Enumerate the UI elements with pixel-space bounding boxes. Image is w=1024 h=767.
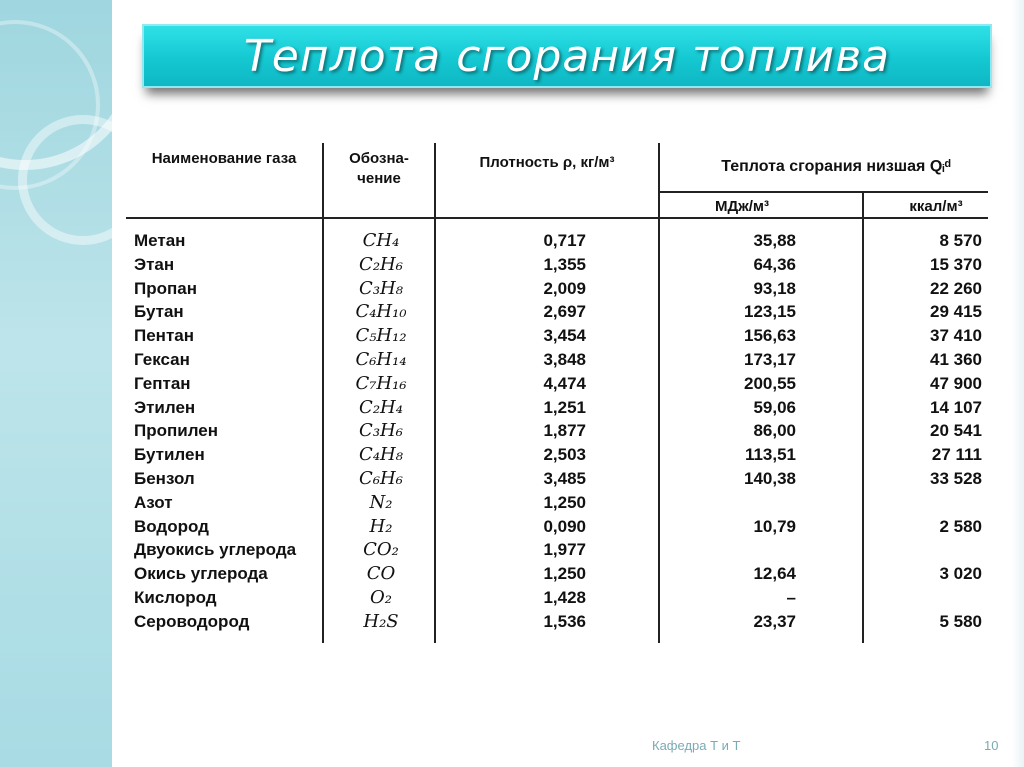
table-row: [126, 443, 1006, 467]
heat-kcal: 22 260: [930, 278, 982, 298]
header-mj: МДж/м³: [714, 198, 770, 215]
table-row: [126, 229, 1006, 253]
table-row: [126, 491, 1006, 515]
gas-density: 3,485: [543, 469, 586, 488]
header-symbol: Обозна-чение: [349, 150, 409, 187]
gas-symbol: O₂: [370, 587, 392, 608]
table-row: [126, 253, 1006, 277]
page-number: 10: [984, 738, 999, 753]
heat-mj: 64,36: [753, 254, 796, 274]
gas-density: 0,717: [543, 231, 586, 250]
heat-mj: –: [786, 588, 796, 607]
gas-symbol: C₇H₁₆: [355, 372, 407, 394]
table-row: [126, 324, 1006, 348]
heat-mj: 113,51: [744, 445, 796, 465]
gas-symbol: H₂: [369, 515, 393, 537]
gas-symbol: C₆H₁₄: [355, 349, 407, 370]
gas-name: Этан: [134, 254, 175, 274]
gas-density: 1,536: [543, 611, 586, 631]
fuel-heat-table: [126, 135, 1006, 655]
gas-density: 1,250: [543, 564, 586, 584]
heat-kcal: 5 580: [939, 611, 982, 631]
gas-symbol: C₅H₁₂: [355, 325, 407, 347]
gas-symbol: CO₂: [363, 539, 399, 561]
heat-kcal: 3 020: [939, 564, 982, 584]
heat-mj: 35,88: [753, 231, 796, 250]
gas-symbol: C₆H₆: [359, 468, 403, 489]
heat-kcal: 15 370: [930, 254, 982, 274]
heat-mj: 140,38: [744, 469, 796, 488]
decorative-left-band: [0, 0, 112, 767]
heat-mj: 123,15: [744, 302, 796, 322]
table-row: [126, 277, 1006, 301]
table-row: [126, 419, 1006, 443]
gas-symbol: H₂S: [363, 610, 399, 632]
gas-density: 1,251: [543, 397, 586, 417]
gas-density: 1,428: [543, 588, 586, 607]
gas-symbol: C₂H₄: [359, 396, 403, 418]
gas-symbol: C₃H₆: [359, 420, 403, 442]
heat-mj: 156,63: [744, 326, 796, 346]
gas-density: 0,090: [543, 516, 586, 536]
gas-symbol: N₂: [369, 491, 393, 513]
heat-mj: 23,37: [753, 611, 796, 631]
gas-symbol: CO: [366, 563, 396, 585]
heat-kcal: 37 410: [930, 326, 982, 346]
table-row: [126, 586, 1006, 610]
gas-density: 3,454: [543, 326, 586, 346]
table-row: [126, 467, 1006, 491]
gas-density: 2,009: [543, 278, 586, 298]
heat-mj: 200,55: [744, 373, 796, 393]
heat-kcal: 29 415: [930, 302, 982, 322]
table-row: [126, 348, 1006, 372]
heat-kcal: 8 570: [939, 231, 982, 250]
gas-density: 1,355: [543, 254, 586, 274]
gas-name: Бензол: [134, 469, 195, 488]
gas-name: Этилен: [134, 397, 196, 417]
footer-department: Кафедра Т и Т: [652, 738, 741, 753]
gas-name: Окись углерода: [134, 564, 268, 584]
gas-symbol: C₄H₁₀: [355, 301, 407, 323]
heat-kcal: 27 111: [931, 445, 982, 465]
table-row: [126, 515, 1006, 539]
heat-kcal: 20 541: [930, 421, 982, 441]
heat-kcal: 14 107: [930, 397, 982, 417]
gas-name: Бутан: [134, 302, 184, 322]
heat-mj: 10,79: [753, 516, 796, 536]
heat-mj: 59,06: [753, 397, 796, 417]
gas-name: Водород: [134, 516, 209, 536]
gas-name: Пропилен: [134, 421, 219, 441]
gas-density: 3,848: [543, 350, 586, 369]
gas-name: Пентан: [134, 326, 194, 346]
table-row: [126, 396, 1006, 420]
header-heat: Теплота сгорания низшая Qᵢᵈ: [721, 158, 951, 175]
gas-name: Метан: [134, 231, 186, 250]
gas-name: Бутилен: [134, 445, 205, 465]
gas-density: 2,697: [543, 302, 586, 322]
gas-name: Сероводород: [134, 611, 250, 631]
table-row: [126, 300, 1006, 324]
table-row: [126, 562, 1006, 586]
slide-title: Теплота сгорания топлива: [243, 30, 891, 82]
heat-kcal: 33 528: [930, 469, 982, 488]
heat-kcal: 2 580: [939, 516, 982, 536]
gas-name: Пропан: [134, 278, 197, 298]
gas-name: Гептан: [134, 373, 191, 393]
header-bottom-rule: [126, 217, 988, 219]
header-name: Наименование газа: [151, 150, 297, 167]
heat-mj: 86,00: [753, 421, 796, 441]
table-row: [126, 610, 1006, 634]
header-divider: [658, 191, 988, 193]
header-density: Плотность ρ, кг/м³: [479, 154, 615, 171]
decorative-right-edge: [1012, 0, 1024, 767]
table-row: [126, 538, 1006, 562]
heat-kcal: 47 900: [930, 373, 982, 393]
gas-symbol: C₄H₈: [359, 444, 403, 466]
gas-density: 1,977: [543, 540, 586, 560]
title-banner: [142, 24, 992, 88]
gas-density: 1,877: [543, 421, 586, 441]
gas-name: Гексан: [134, 350, 190, 369]
gas-density: 4,474: [543, 373, 586, 393]
gas-symbol: CH₄: [362, 230, 400, 251]
gas-density: 2,503: [543, 445, 586, 465]
heat-kcal: 41 360: [930, 350, 982, 369]
heat-mj: 12,64: [753, 564, 796, 584]
heat-mj: 93,18: [753, 278, 796, 298]
gas-name: Двуокись углерода: [134, 540, 297, 560]
gas-symbol: C₂H₆: [359, 253, 403, 275]
gas-density: 1,250: [543, 492, 586, 512]
heat-mj: 173,17: [744, 350, 796, 369]
table-row: [126, 372, 1006, 396]
gas-symbol: C₃H₈: [359, 277, 403, 299]
header-kcal: ккал/м³: [909, 198, 963, 215]
gas-name: Азот: [134, 492, 173, 512]
gas-name: Кислород: [134, 588, 217, 607]
